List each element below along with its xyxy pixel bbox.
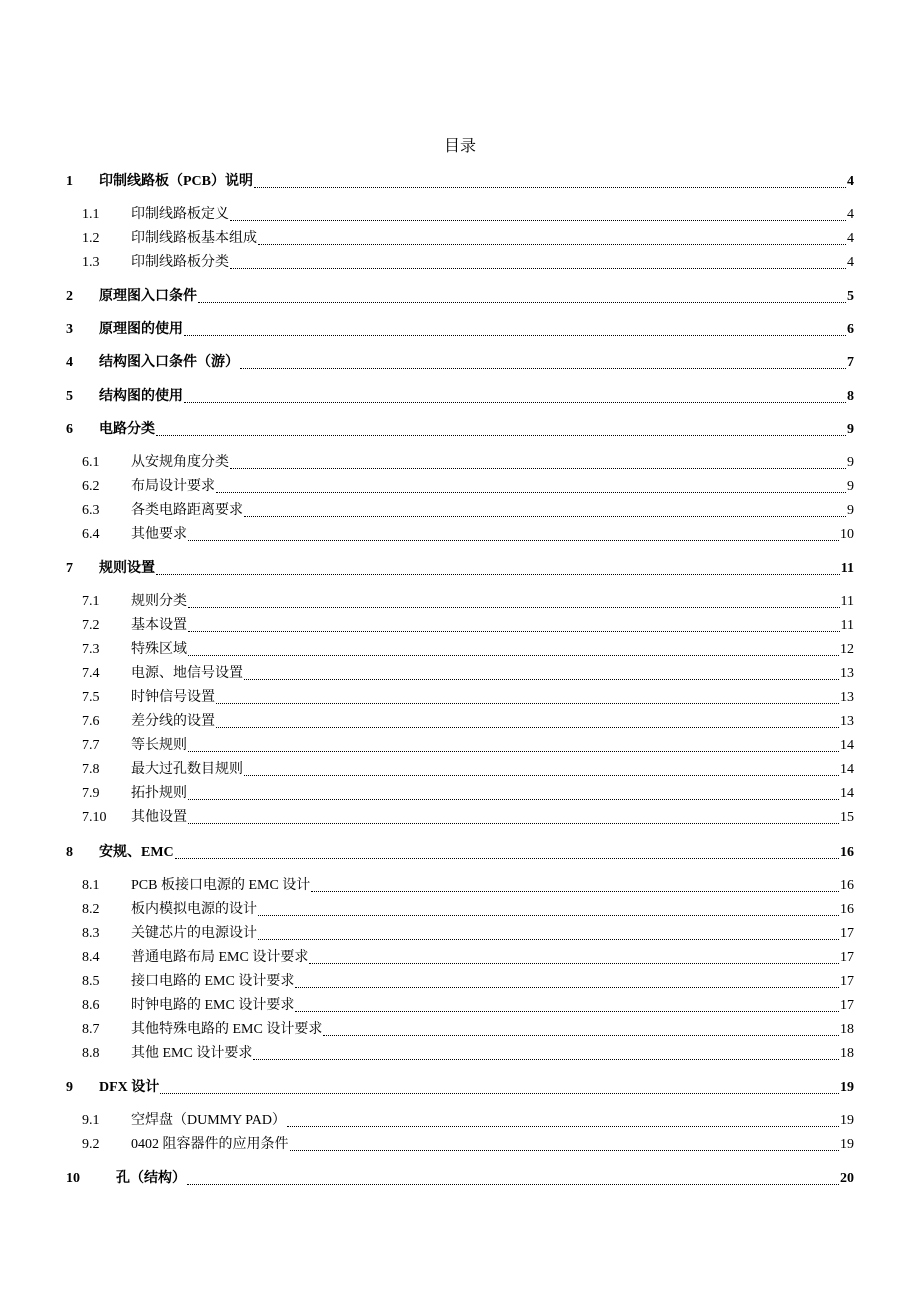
toc-entry-page-number: 14 bbox=[840, 762, 854, 777]
toc-entry-number: 6.3 bbox=[82, 503, 100, 518]
dot-leader bbox=[244, 775, 839, 776]
dot-leader bbox=[188, 655, 839, 656]
toc-entry[interactable] bbox=[82, 736, 854, 756]
toc-entry-page-number: 18 bbox=[840, 1022, 854, 1037]
dot-leader bbox=[184, 335, 846, 336]
toc-entry-number: 7.9 bbox=[82, 786, 100, 801]
toc-entry-title: 空焊盘（DUMMY PAD） bbox=[131, 1113, 286, 1128]
toc-entry-number: 7.10 bbox=[82, 810, 107, 825]
toc-entry-title: 差分线的设置 bbox=[131, 714, 215, 729]
dot-leader bbox=[295, 987, 839, 988]
dot-leader bbox=[287, 1126, 839, 1127]
toc-entry-number: 6.1 bbox=[82, 455, 100, 470]
toc-entry-title: 印制线路板基本组成 bbox=[131, 231, 257, 246]
toc-entry[interactable] bbox=[66, 353, 854, 373]
toc-entry-page-number: 9 bbox=[847, 503, 854, 518]
toc-entry-page-number: 4 bbox=[847, 207, 854, 222]
toc-entry[interactable] bbox=[82, 760, 854, 780]
toc-entry-title: 接口电路的 EMC 设计要求 bbox=[131, 974, 295, 989]
dot-leader bbox=[156, 435, 846, 436]
toc-entry-page-number: 17 bbox=[840, 974, 854, 989]
toc-entry-number: 8.4 bbox=[82, 950, 100, 965]
toc-entry-number: 10 bbox=[66, 1171, 80, 1186]
toc-entry[interactable] bbox=[82, 1044, 854, 1064]
toc-entry[interactable] bbox=[66, 1078, 854, 1098]
toc-entry-title: DFX 设计 bbox=[99, 1080, 160, 1095]
toc-entry-page-number: 9 bbox=[847, 455, 854, 470]
toc-entry-number: 3 bbox=[66, 322, 73, 337]
toc-entry-page-number: 20 bbox=[840, 1171, 854, 1186]
toc-entry-number: 7.5 bbox=[82, 690, 100, 705]
toc-entry-page-number: 17 bbox=[840, 998, 854, 1013]
dot-leader bbox=[295, 1011, 839, 1012]
toc-entry[interactable] bbox=[66, 387, 854, 407]
dot-leader bbox=[175, 858, 839, 859]
toc-entry-title: 关键芯片的电源设计 bbox=[131, 926, 257, 941]
toc-entry-number: 8 bbox=[66, 845, 73, 860]
toc-entry-number: 2 bbox=[66, 289, 73, 304]
toc-entry-number: 9.1 bbox=[82, 1113, 100, 1128]
toc-entry-number: 8.1 bbox=[82, 878, 100, 893]
toc-entry-page-number: 4 bbox=[847, 231, 854, 246]
toc-entry-number: 7.8 bbox=[82, 762, 100, 777]
toc-entry-page-number: 17 bbox=[840, 926, 854, 941]
dot-leader bbox=[230, 268, 846, 269]
dot-leader bbox=[216, 703, 839, 704]
toc-entry[interactable] bbox=[82, 453, 854, 473]
toc-entry-title: 结构图的使用 bbox=[99, 389, 183, 404]
dot-leader bbox=[216, 727, 839, 728]
toc-entry[interactable] bbox=[66, 320, 854, 340]
toc-entry-title: 印制线路板定义 bbox=[131, 207, 229, 222]
toc-entry-title: 从安规角度分类 bbox=[131, 455, 229, 470]
toc-entry[interactable] bbox=[66, 1169, 854, 1189]
toc-entry-title: 电路分类 bbox=[99, 422, 155, 437]
toc-entry[interactable] bbox=[82, 477, 854, 497]
dot-leader bbox=[244, 516, 846, 517]
toc-entry-page-number: 14 bbox=[840, 738, 854, 753]
toc-entry[interactable] bbox=[82, 525, 854, 545]
dot-leader bbox=[188, 799, 839, 800]
toc-entry-number: 7.6 bbox=[82, 714, 100, 729]
toc-entry-page-number: 19 bbox=[840, 1113, 854, 1128]
toc-entry-page-number: 9 bbox=[847, 479, 854, 494]
toc-entry[interactable] bbox=[82, 900, 854, 920]
toc-entry-title: 板内模拟电源的设计 bbox=[131, 902, 257, 917]
toc-entry[interactable] bbox=[82, 616, 854, 636]
toc-entry-page-number: 8 bbox=[847, 389, 854, 404]
dot-leader bbox=[156, 574, 840, 575]
toc-entry-title: 孔（结构） bbox=[116, 1171, 186, 1186]
toc-entry[interactable] bbox=[82, 664, 854, 684]
toc-entry-page-number: 5 bbox=[847, 289, 854, 304]
dot-leader bbox=[323, 1035, 839, 1036]
toc-entry[interactable] bbox=[82, 784, 854, 804]
toc-entry-title: 规则分类 bbox=[131, 594, 187, 609]
toc-entry-page-number: 18 bbox=[840, 1046, 854, 1061]
dot-leader bbox=[188, 540, 839, 541]
toc-entry[interactable] bbox=[66, 172, 854, 192]
toc-entry-page-number: 9 bbox=[847, 422, 854, 437]
toc-entry-title: 规则设置 bbox=[99, 561, 155, 576]
toc-entry[interactable] bbox=[82, 712, 854, 732]
toc-entry[interactable] bbox=[82, 688, 854, 708]
toc-entry-number: 7.7 bbox=[82, 738, 100, 753]
dot-leader bbox=[187, 1184, 839, 1185]
dot-leader bbox=[188, 751, 839, 752]
dot-leader bbox=[258, 244, 846, 245]
toc-entry-number: 8.6 bbox=[82, 998, 100, 1013]
toc-entry-page-number: 16 bbox=[840, 845, 854, 860]
toc-entry[interactable] bbox=[66, 843, 854, 863]
dot-leader bbox=[309, 963, 839, 964]
toc-entry[interactable] bbox=[82, 876, 854, 896]
dot-leader bbox=[311, 891, 839, 892]
toc-entry-number: 6.2 bbox=[82, 479, 100, 494]
toc-title: 目录 bbox=[443, 138, 476, 155]
toc-entry-page-number: 4 bbox=[847, 255, 854, 270]
toc-entry-page-number: 11 bbox=[840, 618, 854, 633]
toc-entry[interactable] bbox=[66, 287, 854, 307]
toc-entry-title: 等长规则 bbox=[131, 738, 187, 753]
toc-entry-number: 8.3 bbox=[82, 926, 100, 941]
toc-entry-number: 5 bbox=[66, 389, 73, 404]
toc-entry-title: 其他特殊电路的 EMC 设计要求 bbox=[131, 1022, 323, 1037]
toc-entry-title: 时钟信号设置 bbox=[131, 690, 215, 705]
toc-entry-number: 9 bbox=[66, 1080, 73, 1095]
toc-entry[interactable] bbox=[82, 1111, 854, 1131]
toc-entry-number: 7 bbox=[66, 561, 73, 576]
toc-entry[interactable] bbox=[82, 205, 854, 225]
toc-entry[interactable] bbox=[82, 253, 854, 273]
dot-leader bbox=[254, 187, 846, 188]
toc-entry-title: 布局设计要求 bbox=[131, 479, 215, 494]
toc-entry-title: 0402 阻容器件的应用条件 bbox=[131, 1137, 289, 1152]
dot-leader bbox=[216, 492, 846, 493]
toc-entry-title: 拓扑规则 bbox=[131, 786, 187, 801]
toc-entry-page-number: 10 bbox=[840, 527, 854, 542]
dot-leader bbox=[258, 939, 839, 940]
toc-entry-title: 原理图的使用 bbox=[99, 322, 183, 337]
toc-entry-number: 7.4 bbox=[82, 666, 100, 681]
toc-entry-title: 电源、地信号设置 bbox=[131, 666, 243, 681]
dot-leader bbox=[240, 368, 846, 369]
toc-entry-page-number: 11 bbox=[840, 594, 854, 609]
toc-entry-page-number: 14 bbox=[840, 786, 854, 801]
toc-entry-number: 8.8 bbox=[82, 1046, 100, 1061]
toc-entry-title: 各类电路距离要求 bbox=[131, 503, 243, 518]
toc-entry-page-number: 13 bbox=[840, 690, 854, 705]
toc-entry[interactable] bbox=[82, 592, 854, 612]
toc-entry-number: 7.1 bbox=[82, 594, 100, 609]
toc-entry-number: 6.4 bbox=[82, 527, 100, 542]
dot-leader bbox=[258, 915, 839, 916]
toc-entry-number: 6 bbox=[66, 422, 73, 437]
toc-entry-number: 7.2 bbox=[82, 618, 100, 633]
toc-entry-title: 结构图入口条件（游） bbox=[99, 355, 239, 370]
dot-leader bbox=[188, 631, 840, 632]
toc-entry-page-number: 13 bbox=[840, 714, 854, 729]
dot-leader bbox=[198, 302, 846, 303]
toc-entry-page-number: 4 bbox=[847, 174, 854, 189]
toc-entry-page-number: 6 bbox=[847, 322, 854, 337]
dot-leader bbox=[244, 679, 839, 680]
toc-entry[interactable] bbox=[82, 501, 854, 521]
dot-leader bbox=[188, 823, 839, 824]
toc-entry[interactable] bbox=[82, 229, 854, 249]
toc-entry-title: 普通电路布局 EMC 设计要求 bbox=[131, 950, 309, 965]
toc-entry[interactable] bbox=[82, 1135, 854, 1155]
toc-entry-number: 1.3 bbox=[82, 255, 100, 270]
toc-entry-page-number: 16 bbox=[840, 902, 854, 917]
toc-entry-number: 1.2 bbox=[82, 231, 100, 246]
dot-leader bbox=[188, 607, 840, 608]
toc-entry-title: 其他 EMC 设计要求 bbox=[131, 1046, 253, 1061]
toc-entry[interactable] bbox=[82, 924, 854, 944]
dot-leader bbox=[253, 1059, 839, 1060]
toc-entry[interactable] bbox=[82, 972, 854, 992]
toc-entry-title: 特殊区域 bbox=[131, 642, 187, 657]
toc-entry-number: 4 bbox=[66, 355, 73, 370]
toc-entry-number: 8.5 bbox=[82, 974, 100, 989]
dot-leader bbox=[230, 468, 846, 469]
toc-entry[interactable] bbox=[82, 948, 854, 968]
toc-entry-page-number: 13 bbox=[840, 666, 854, 681]
toc-entry-title: 时钟电路的 EMC 设计要求 bbox=[131, 998, 295, 1013]
toc-entry-title: 原理图入口条件 bbox=[99, 289, 197, 304]
toc-entry-number: 9.2 bbox=[82, 1137, 100, 1152]
toc-entry-title: 印制线路板（PCB）说明 bbox=[99, 174, 253, 189]
toc-entry[interactable] bbox=[82, 808, 854, 828]
toc-entry[interactable] bbox=[82, 996, 854, 1016]
toc-entry-page-number: 11 bbox=[840, 561, 854, 576]
toc-entry-number: 8.2 bbox=[82, 902, 100, 917]
toc-entry-title: 安规、EMC bbox=[99, 845, 174, 860]
toc-entry-title: 最大过孔数目规则 bbox=[131, 762, 243, 777]
toc-entry-number: 7.3 bbox=[82, 642, 100, 657]
toc-entry[interactable] bbox=[66, 559, 854, 579]
dot-leader bbox=[290, 1150, 840, 1151]
dot-leader bbox=[184, 402, 846, 403]
toc-entry-number: 8.7 bbox=[82, 1022, 100, 1037]
toc-entry-page-number: 7 bbox=[847, 355, 854, 370]
dot-leader bbox=[230, 220, 846, 221]
dot-leader bbox=[160, 1093, 839, 1094]
toc-entry-page-number: 12 bbox=[840, 642, 854, 657]
toc-entry-page-number: 19 bbox=[840, 1080, 854, 1095]
toc-entry-page-number: 19 bbox=[840, 1137, 854, 1152]
toc-entry-title: 基本设置 bbox=[131, 618, 187, 633]
toc-entry-title: 印制线路板分类 bbox=[131, 255, 229, 270]
toc-entry-page-number: 17 bbox=[840, 950, 854, 965]
toc-entry-title: PCB 板接口电源的 EMC 设计 bbox=[131, 878, 311, 893]
toc-entry[interactable] bbox=[82, 640, 854, 660]
toc-entry-title: 其他要求 bbox=[131, 527, 187, 542]
toc-entry-page-number: 16 bbox=[840, 878, 854, 893]
toc-entry-number: 1 bbox=[66, 174, 73, 189]
toc-entry[interactable] bbox=[82, 1020, 854, 1040]
toc-entry-number: 1.1 bbox=[82, 207, 100, 222]
toc-entry-title: 其他设置 bbox=[131, 810, 187, 825]
toc-entry-page-number: 15 bbox=[840, 810, 854, 825]
toc-entry[interactable] bbox=[66, 420, 854, 440]
